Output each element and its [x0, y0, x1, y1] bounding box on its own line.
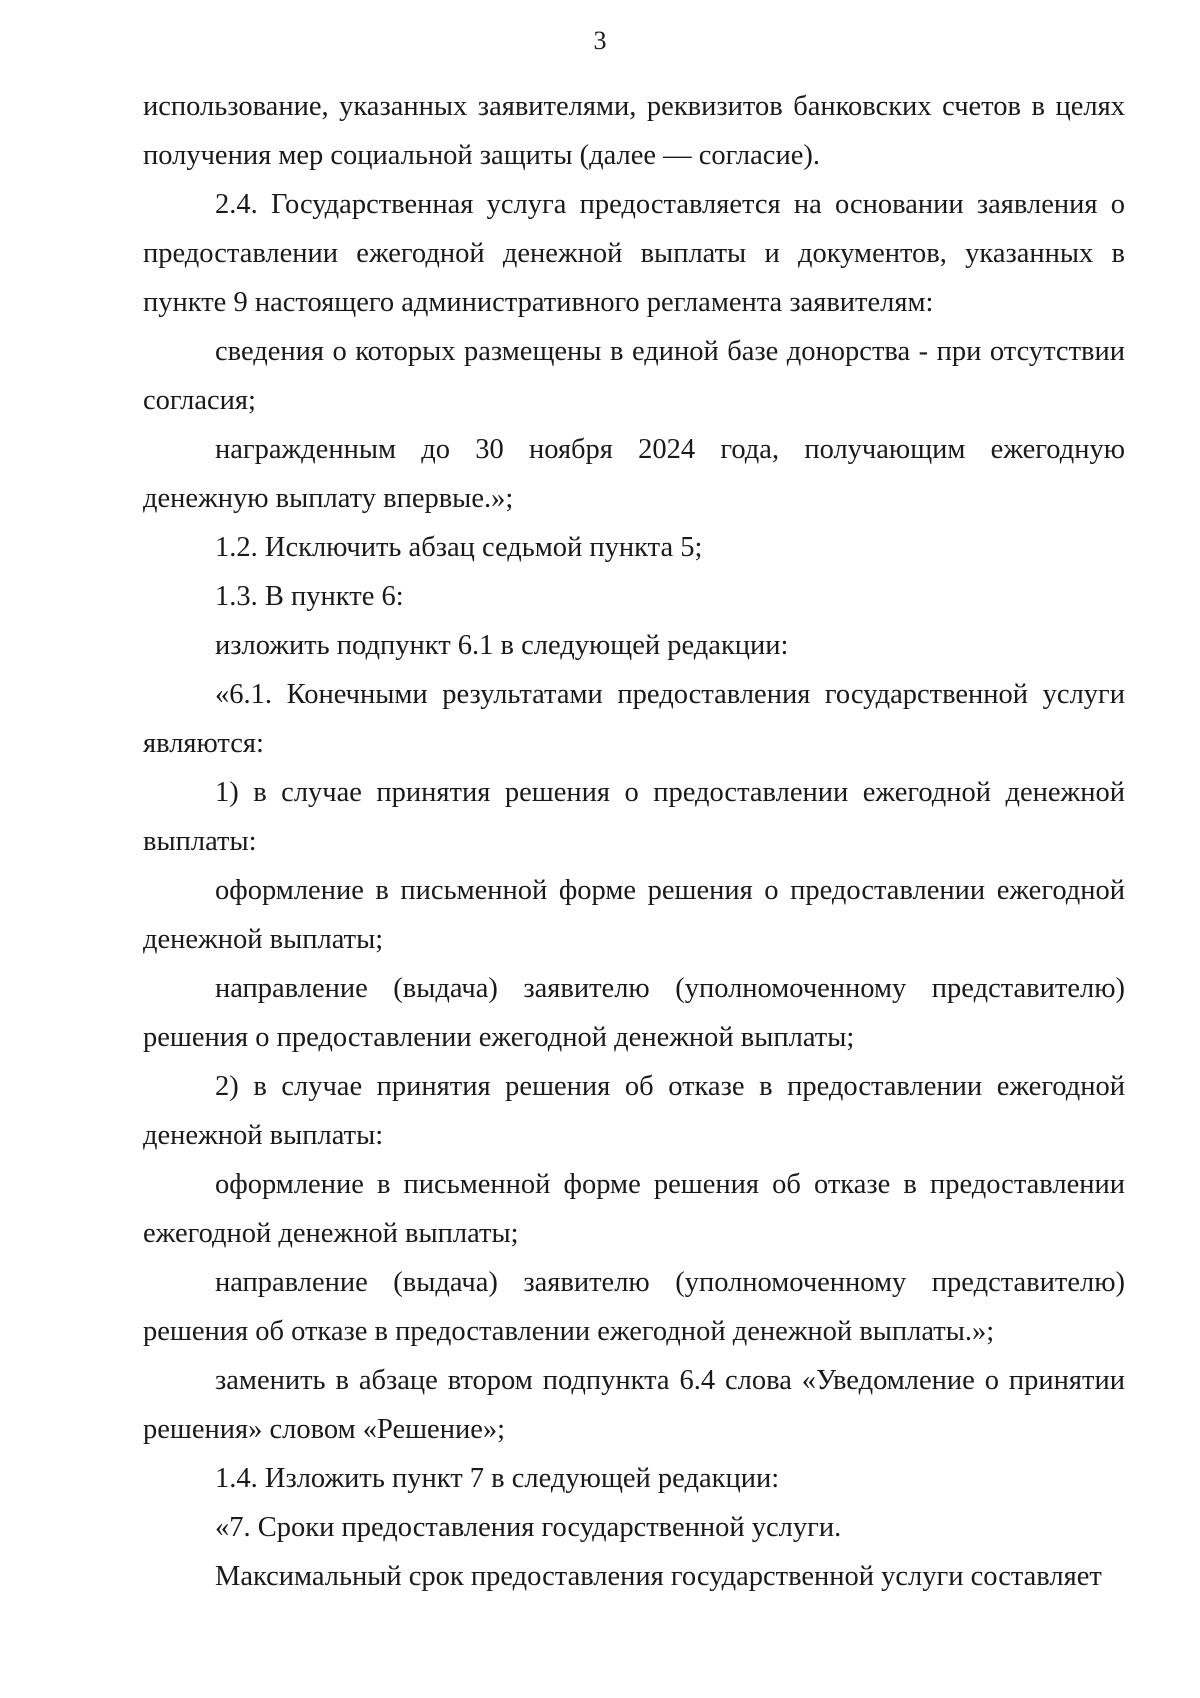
document-body: [143, 82, 1125, 1601]
paragraph-case-2-b: направление (выдача) заявителю (уполномоченному представителю) решения об отказе в предоставлении ежегодной денежной выплаты.»;: [143, 1267, 1125, 1347]
paragraph-6-4: заменить в абзаце втором подпункта 6.4 слова «Уведомление о принятии решения» словом «Решение»;: [143, 1365, 1125, 1445]
paragraph-case-2-a: оформление в письменной форме решения об отказе в предоставлении ежегодной денежной выплаты;: [143, 1169, 1125, 1249]
paragraph-7: «7. Сроки предоставления государственной услуги.: [215, 1512, 842, 1543]
paragraph-case-1-a: оформление в письменной форме решения о предоставлении ежегодной денежной выплаты;: [143, 875, 1125, 955]
paragraph-1-2: 1.2. Исключить абзац седьмой пункта 5;: [215, 532, 703, 563]
paragraph-6-1: «6.1. Конечными результатами предоставления государственной услуги являются:: [143, 679, 1125, 759]
paragraph-awarded: награжденным до 30 ноября 2024 года, получающим ежегодную денежную выплату впервые.»;: [143, 434, 1125, 514]
paragraph-case-1-b: направление (выдача) заявителю (уполномоченному представителю) решения о предоставлении ежегодной денежной выплаты;: [143, 973, 1125, 1053]
page-number: 3: [593, 26, 607, 55]
paragraph-1-4: 1.4. Изложить пункт 7 в следующей редакции:: [215, 1463, 780, 1494]
paragraph-donor-base: сведения о которых размещены в единой базе донорства - при отсутствии согласия;: [143, 336, 1125, 416]
paragraph-max-term: Максимальный срок предоставления государственной услуги составляет: [215, 1561, 1102, 1592]
paragraph-case-1: 1) в случае принятия решения о предоставлении ежегодной денежной выплаты:: [143, 777, 1125, 857]
paragraph-1-3: 1.3. В пункте 6:: [215, 581, 404, 612]
paragraph-case-2: 2) в случае принятия решения об отказе в предоставлении ежегодной денежной выплаты:: [143, 1071, 1125, 1151]
paragraph-2-4: 2.4. Государственная услуга предоставляется на основании заявления о предоставлении ежегодной денежной выплаты и документов, указанных в пункте 9 настоящего административного регламента заявителям:: [143, 189, 1125, 318]
paragraph-continuation: использование, указанных заявителями, реквизитов банковских счетов в целях получения мер социальной защиты (далее — согласие).: [143, 91, 1125, 171]
paragraph-6-1-intro: изложить подпункт 6.1 в следующей редакции:: [215, 630, 789, 661]
